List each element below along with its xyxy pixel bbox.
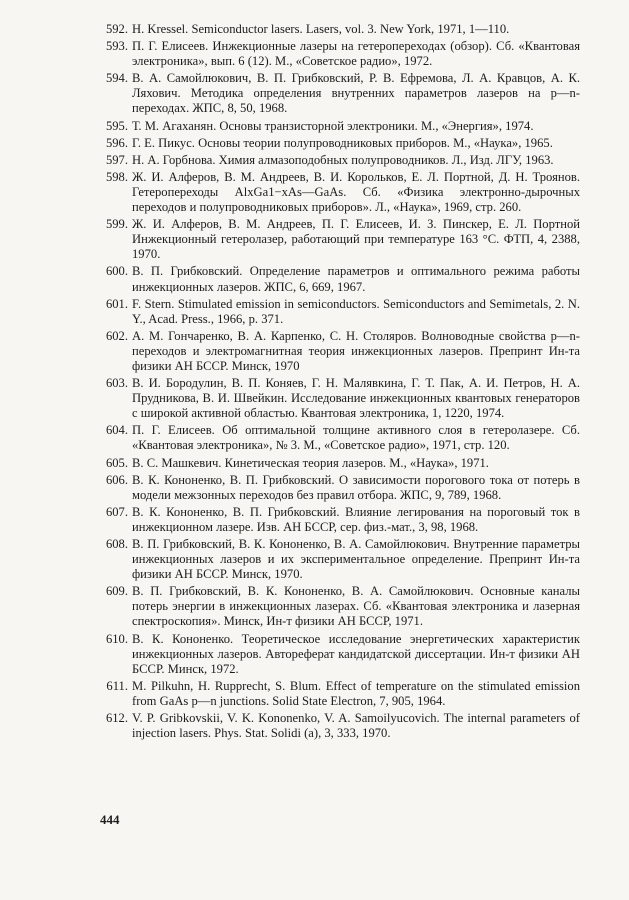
reference-number: 595. xyxy=(105,118,128,133)
reference-number: 608. xyxy=(105,537,128,551)
reference-entry xyxy=(96,473,580,503)
reference-text: Г. Е. Пикус. Основы теории полупроводниковых приборов. М., «Наука», 1965. xyxy=(132,135,553,150)
reference-text: П. Г. Елисеев. Об оптимальной толщине активного слоя в гетеролазере. Сб. «Квантовая электроника», № 3. М., «Советское радио», 1971, стр. 120. xyxy=(132,423,580,453)
reference-number: 607. xyxy=(105,504,128,519)
reference-text: В. К. Кононенко. Теоретическое исследование энергетических характеристик инжекционных лазеров. Автореферат кандидатской диссертации. Ин-т физики АН БССР. Минск, 1972. xyxy=(132,631,580,676)
reference-entry xyxy=(96,456,580,471)
reference-entry xyxy=(96,39,580,69)
reference-entry xyxy=(96,711,580,741)
reference-text: Т. М. Агаханян. Основы транзисторной электроники. М., «Энергия», 1974. xyxy=(132,118,534,133)
reference-number: 600. xyxy=(105,264,128,279)
reference-number: 594. xyxy=(105,71,128,86)
reference-entry xyxy=(96,537,580,582)
reference-text: Н. А. Горбнова. Химия алмазоподобных полупроводников. Л., Изд. ЛГУ, 1963. xyxy=(132,152,554,167)
reference-text: В. К. Кононенко, В. П. Грибковский. Влияние легирования на пороговый ток в инжекционном лазере. Изв. АН БССР, сер. физ.-мат., 3, 98, 1968. xyxy=(132,504,580,534)
reference-text: H. Kressel. Semiconductor lasers. Lasers, vol. 3. New York, 1971, 1—110. xyxy=(132,22,510,36)
page-number: 444 xyxy=(100,812,120,827)
reference-number: 596. xyxy=(105,135,128,150)
reference-entry xyxy=(96,632,580,677)
reference-entry xyxy=(96,264,580,294)
reference-text: V. P. Gribkovskii, V. K. Kononenko, V. A. Samoilyucovich. The internal parameters of injection lasers. Phys. Stat. Solidi (a), 3, 333, 1970. xyxy=(132,711,580,741)
reference-entry xyxy=(96,119,580,134)
reference-entry xyxy=(96,329,580,374)
reference-entry xyxy=(96,423,580,453)
reference-text: В. К. Кононенко, В. П. Грибковский. О зависимости порогового тока от потерь в модели межзонных переходов без правил отбора. ЖПС, 9, 789, 1968. xyxy=(132,472,580,502)
reference-entry xyxy=(96,376,580,421)
reference-number: 609. xyxy=(105,584,128,599)
reference-text: Ж. И. Алферов, В. М. Андреев, В. И. Корольков, Е. Л. Портной, Д. Н. Троянов. Гетеропереходы AlxGa1−xAs—GaAs. Сб. «Физика электронно-дырочных переходов и полупроводниковых приборов». Л., «Наука», 1969, стр. 260. xyxy=(132,169,580,215)
reference-text: А. М. Гончаренко, В. А. Карпенко, С. Н. Столяров. Волноводные свойства p—n-переходов и электромагнитная теория инжекционных лазеров. Препринт Ин-та физики АН БССР. Минск, 1970 xyxy=(132,328,580,373)
reference-text: F. Stern. Stimulated emission in semiconductors. Semiconductors and Semimetals, 2. N. Y., Acad. Press., 1966, p. 371. xyxy=(132,296,580,326)
reference-text: В. С. Машкевич. Кинетическая теория лазеров. М., «Наука», 1971. xyxy=(132,455,489,470)
reference-number: 602. xyxy=(105,328,128,343)
reference-number: 604. xyxy=(105,423,128,438)
reference-text: В. И. Бородулин, В. П. Коняев, Г. Н. Малявкина, Г. Т. Пак, А. И. Петров, Н. А. Прудникова, В. И. Швейкин. Исследование инжекционных квантовых генераторов с широкой активной областью. Квантовая электроника, 1, 1220, 1974. xyxy=(132,376,580,421)
reference-text: Ж. И. Алферов, В. М. Андреев, П. Г. Елисеев, И. З. Пинскер, Е. Л. Портной Инжекционный гетеролазер, работающий при температуре 163 °С. ФТП, 4, 2388, 1970. xyxy=(132,217,580,262)
reference-entry xyxy=(96,153,580,168)
reference-entry xyxy=(96,71,580,116)
reference-entry xyxy=(96,679,580,709)
reference-entry xyxy=(96,217,580,262)
reference-list xyxy=(96,22,580,743)
reference-entry xyxy=(96,584,580,629)
reference-number: 606. xyxy=(105,472,128,487)
reference-text: В. П. Грибковский. Определение параметров и оптимального режима работы инжекционных лазеров. ЖПС, 6, 669, 1967. xyxy=(132,264,580,294)
reference-text: M. Pilkuhn, H. Rupprecht, S. Blum. Effect of temperature on the stimulated emission from GaAs p—n junctions. Solid State Electron, 7, 905, 1964. xyxy=(132,678,580,708)
reference-entry xyxy=(96,170,580,215)
reference-number: 601. xyxy=(105,296,128,311)
reference-number: 597. xyxy=(105,152,128,167)
reference-entry xyxy=(96,22,580,37)
reference-entry xyxy=(96,297,580,327)
reference-number: 610. xyxy=(105,631,128,646)
reference-text: П. Г. Елисеев. Инжекционные лазеры на гетеропереходах (обзор). Сб. «Квантовая электроника», вып. 6 (12). М., «Советское радио», 1972. xyxy=(132,39,580,69)
reference-number: 599. xyxy=(105,217,128,232)
reference-number: 611. xyxy=(106,678,128,693)
reference-number: 592. xyxy=(105,22,128,36)
reference-number: 612. xyxy=(105,711,128,726)
reference-text: В. П. Грибковский, В. К. Кононенко, В. А. Самойлюкович. Внутренние параметры инжекционных лазеров и их экспериментальное определение. Препринт Ин-та физики АН БССР. Минск, 1970. xyxy=(132,537,580,582)
reference-text: В. П. Грибковский, В. К. Кононенко, В. А. Самойлюкович. Основные каналы потерь энергии в инжекционных лазерах. Сб. «Квантовая электроника и лазерная спектроскопия». Минск, Ин-т физики АН БССР, 1971. xyxy=(132,584,580,629)
reference-number: 598. xyxy=(105,169,128,184)
reference-number: 605. xyxy=(105,455,128,470)
reference-entry xyxy=(96,136,580,151)
reference-entry xyxy=(96,505,580,535)
reference-text: В. А. Самойлюкович, В. П. Грибковский, Р. В. Ефремова, Л. А. Кравцов, А. К. Ляхович. Методика определения внутренних параметров лазеров на p—n-переходах. ЖПС, 8, 50, 1968. xyxy=(132,71,580,116)
reference-number: 593. xyxy=(105,39,128,54)
reference-number: 603. xyxy=(105,376,128,391)
